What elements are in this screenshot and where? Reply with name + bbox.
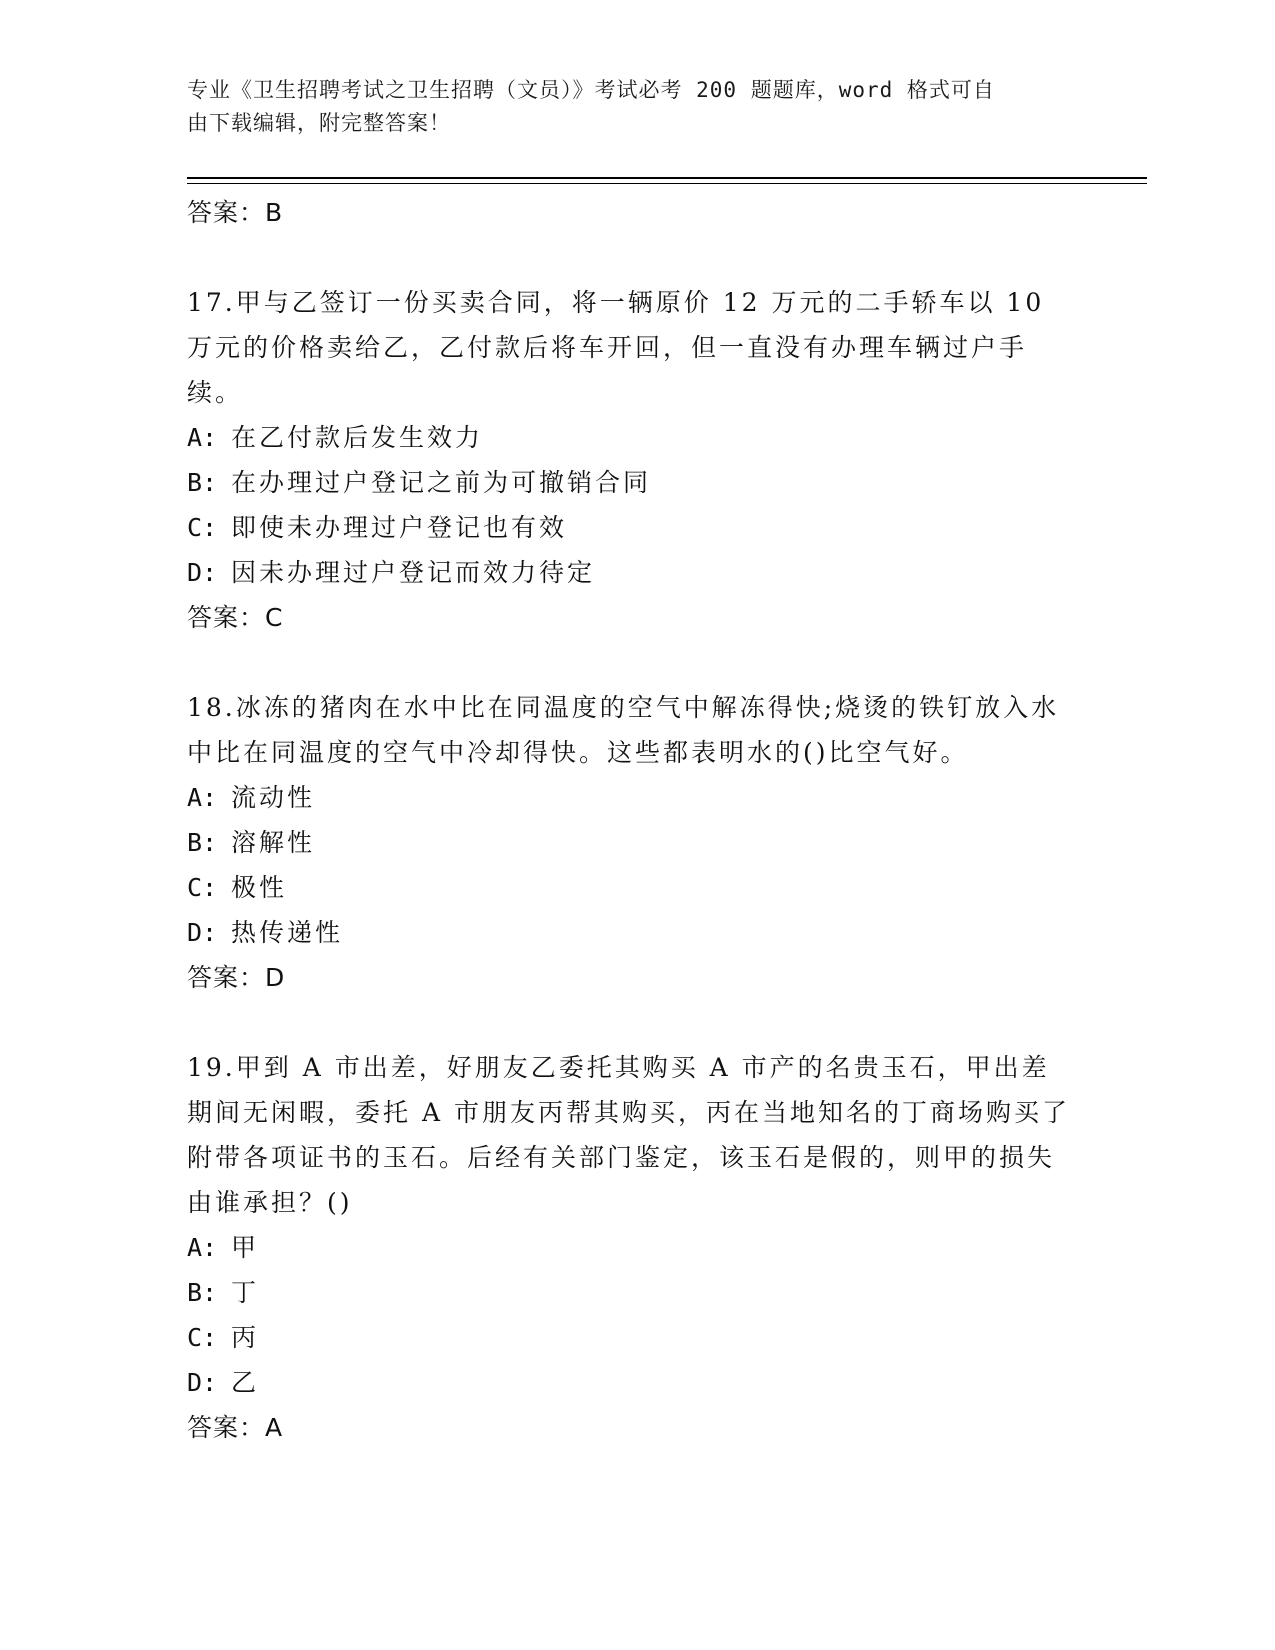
option-d: [187, 1360, 1077, 1405]
option-b: [187, 460, 1077, 505]
document-header: [187, 74, 1067, 140]
option-text: 甲: [231, 1233, 260, 1262]
option-key: D:: [187, 918, 218, 947]
question-18: [187, 685, 1077, 1001]
option-text: 因未办理过户登记而效力待定: [231, 558, 596, 587]
question-answer: 答案：C: [187, 603, 284, 632]
option-key: B:: [187, 468, 218, 497]
option-c: [187, 505, 1077, 550]
option-d: [187, 550, 1077, 595]
option-text: 在办理过户登记之前为可撤销合同: [231, 468, 652, 497]
question-17: [187, 280, 1077, 641]
question-stem: 19.甲到 A 市出差，好朋友乙委托其购买 A 市产的名贵玉石，甲出差期间无闲暇，委托 A 市朋友丙帮其购买，丙在当地知名的丁商场购买了附带各项证书的玉石。后经有关部门鉴定，该玉石是假的，则甲的损失由谁承担？(): [187, 1053, 1070, 1217]
question-19: [187, 1045, 1077, 1451]
header-line-2: 由下载编辑，附完整答案！: [187, 111, 451, 135]
question-answer: 答案：D: [187, 963, 286, 992]
question-stem: 18.冰冻的猪肉在水中比在同温度的空气中解冻得快;烧烫的铁钉放入水中比在同温度的空气中冷却得快。这些都表明水的()比空气好。: [187, 693, 1060, 767]
question-answer: 答案：A: [187, 1413, 284, 1442]
option-a: [187, 1225, 1077, 1270]
option-text: 乙: [231, 1368, 260, 1397]
option-key: A:: [187, 783, 218, 812]
option-key: D:: [187, 1368, 218, 1397]
previous-answer: 答案：B: [187, 198, 284, 227]
header-rule-thick: [187, 177, 1147, 179]
option-a: [187, 775, 1077, 820]
question-stem: 17.甲与乙签订一份买卖合同，将一辆原价 12 万元的二手轿车以 10 万元的价格卖给乙，乙付款后将车开回，但一直没有办理车辆过户手续。: [187, 288, 1045, 407]
option-b: [187, 820, 1077, 865]
option-key: A:: [187, 423, 218, 452]
option-key: C:: [187, 873, 218, 902]
option-text: 溶解性: [231, 828, 316, 857]
option-key: D:: [187, 558, 218, 587]
option-c: [187, 1315, 1077, 1360]
option-text: 在乙付款后发生效力: [231, 423, 484, 452]
option-text: 丁: [231, 1278, 260, 1307]
option-text: 热传递性: [231, 918, 344, 947]
option-text: 流动性: [231, 783, 316, 812]
option-c: [187, 865, 1077, 910]
option-b: [187, 1270, 1077, 1315]
option-d: [187, 910, 1077, 955]
question-list: [187, 190, 1077, 1451]
option-key: C:: [187, 513, 218, 542]
option-key: C:: [187, 1323, 218, 1352]
option-key: B:: [187, 828, 218, 857]
option-text: 丙: [231, 1323, 260, 1352]
option-a: [187, 415, 1077, 460]
header-line-1: 专业《卫生招聘考试之卫生招聘（文员）》考试必考 200 题题库，word 格式可自: [187, 78, 995, 102]
option-text: 极性: [231, 873, 288, 902]
option-key: B:: [187, 1278, 218, 1307]
option-text: 即使未办理过户登记也有效: [231, 513, 568, 542]
header-rule-thin: [187, 183, 1147, 184]
option-key: A:: [187, 1233, 218, 1262]
